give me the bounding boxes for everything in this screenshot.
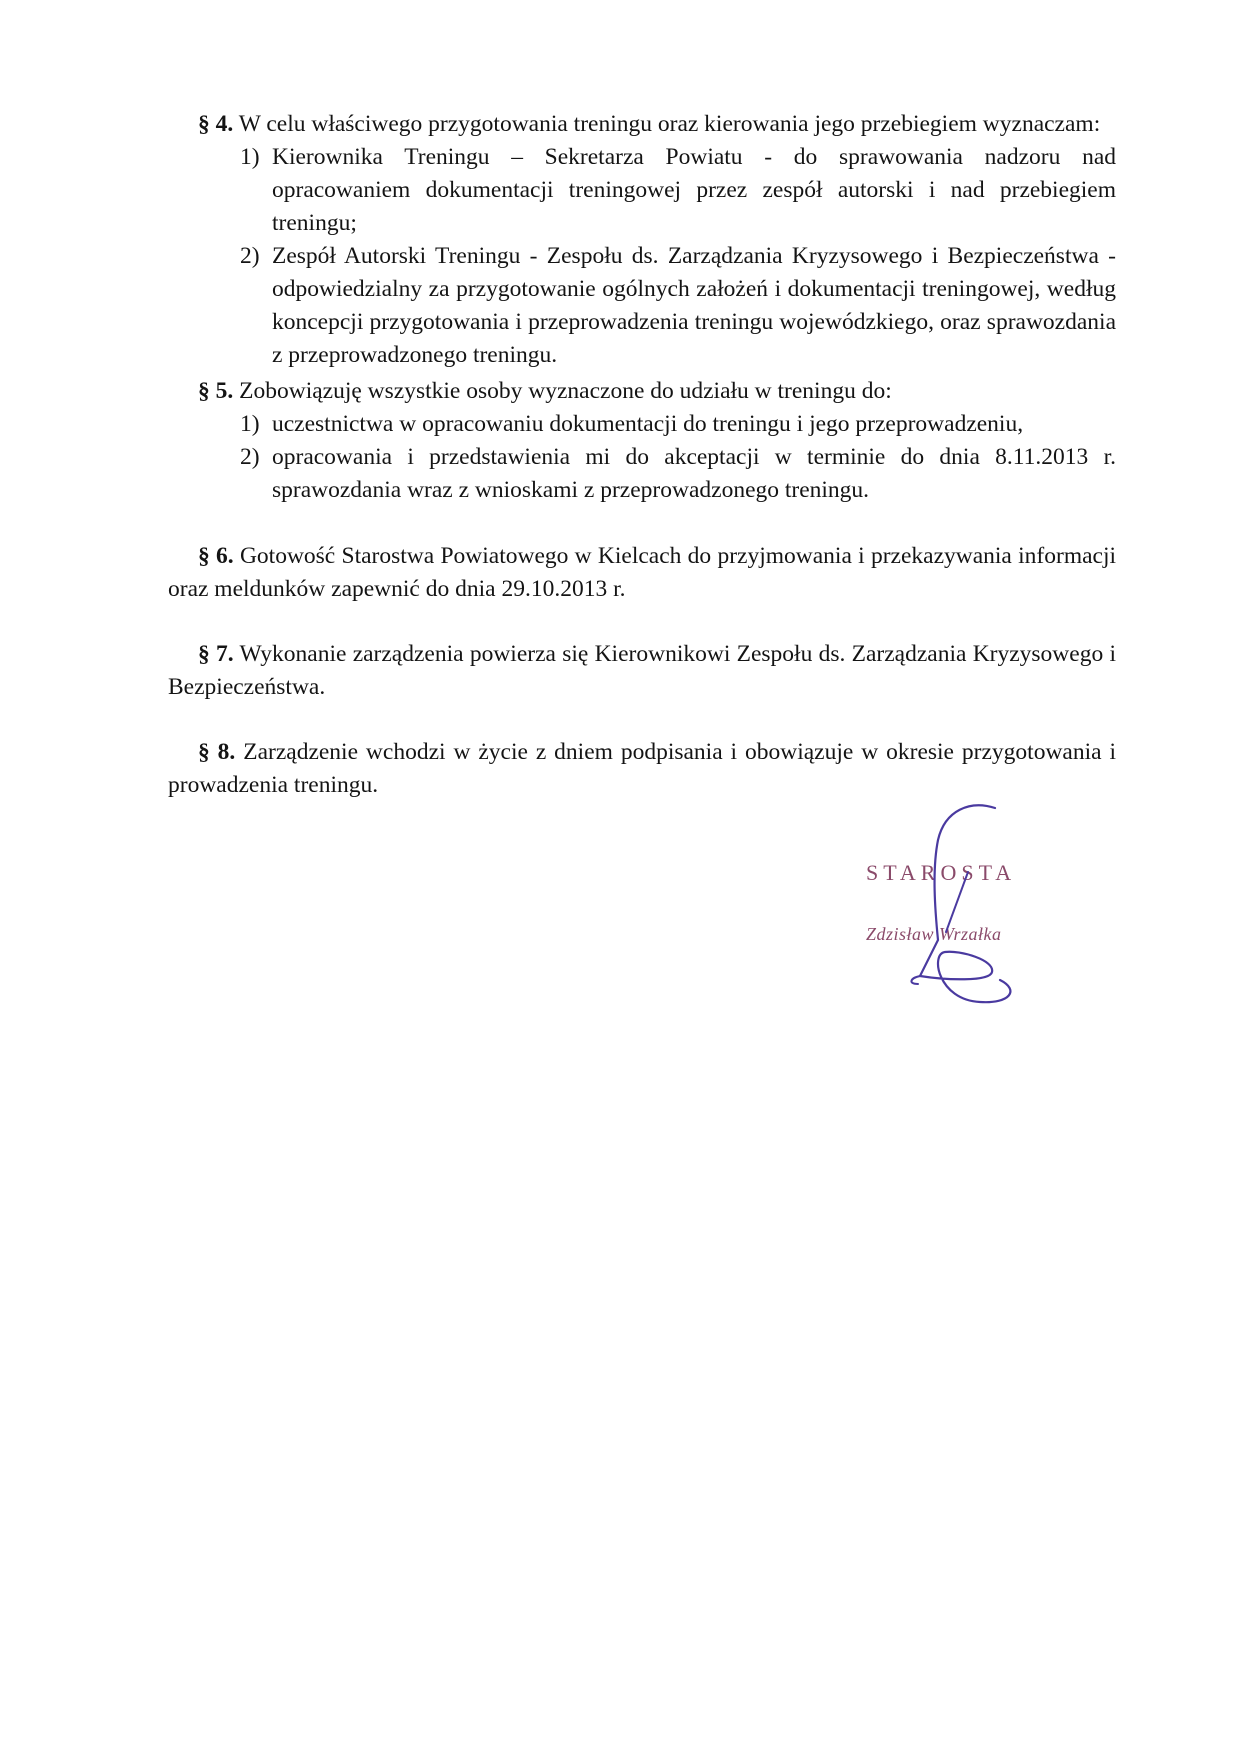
signature-stroke — [946, 872, 968, 932]
paragraph-8-mark: § 8. — [198, 739, 236, 765]
paragraph-5-mark: § 5. — [198, 378, 234, 404]
paragraph-4-mark: § 4. — [198, 111, 234, 137]
paragraph-4-intro — [168, 108, 1116, 141]
paragraph-6 — [168, 540, 1116, 606]
paragraph-7-text: Wykonanie zarządzenia powierza się Kierownikowi Zespołu ds. Zarządzania Kryzysowego i Bezpieczeństwa. — [168, 641, 1117, 700]
signature-stroke — [911, 976, 920, 984]
list-item — [168, 141, 1116, 240]
paragraph-5 — [168, 375, 1116, 507]
list-item — [168, 240, 1116, 372]
paragraph-7-mark: § 7. — [198, 641, 234, 667]
stamp-name: Zdzisław Wrzałka — [866, 924, 1002, 944]
list-item — [168, 441, 1116, 507]
paragraph-4-text: W celu właściwego przygotowania treningu oraz kierowania jego przebiegiem wyznaczam: — [238, 111, 1101, 137]
paragraph-6-text: Gotowość Starostwa Powiatowego w Kielcach do przyjmowania i przekazywania informacji oraz meldunków zapewnić do dnia 29.10.2013 r. — [168, 543, 1117, 602]
paragraph-4 — [168, 108, 1116, 372]
list-item-text: Kierownika Treningu – Sekretarza Powiatu - do sprawowania nadzoru nad opracowaniem dokumentacji treningowej przez zespół autorski i nad przebiegiem treningu; — [272, 144, 1116, 236]
paragraph-8 — [168, 736, 1116, 802]
list-item-text: Zespół Autorski Treningu - Zespołu ds. Zarządzania Kryzysowego i Bezpieczeństwa - odpowiedzialny za przygotowanie ogólnych założeń i dokumentacji treningowej, według koncepcji przygotowania i przeprowadzenia treningu wojewódzkiego, oraz sprawozdania z przeprowadzonego treningu. — [272, 243, 1116, 368]
paragraph-5-text: Zobowiązuję wszystkie osoby wyznaczone do udziału w treningu do: — [239, 378, 892, 404]
list-item-number: 2) — [240, 243, 260, 269]
paragraph-6-body — [168, 540, 1116, 606]
handwritten-signature — [850, 800, 1050, 1020]
paragraph-6-mark: § 6. — [198, 543, 234, 569]
list-item-number: 1) — [240, 411, 260, 437]
paragraph-7 — [168, 638, 1116, 704]
paragraph-8-text: Zarządzenie wchodzi w życie z dniem podpisania i obowiązuje w okresie przygotowania i prowadzenia treningu. — [168, 739, 1116, 798]
starosta-stamp — [850, 800, 1050, 1020]
list-item — [168, 408, 1116, 441]
list-item-text: uczestnictwa w opracowaniu dokumentacji do treningu i jego przeprowadzeniu, — [272, 411, 1024, 437]
stamp-title: STAROSTA — [866, 860, 1017, 885]
list-item-number: 2) — [240, 444, 260, 470]
list-item-number: 1) — [240, 144, 260, 170]
paragraph-4-list — [168, 141, 1116, 372]
paragraph-5-list — [168, 408, 1116, 507]
paragraph-5-intro — [168, 375, 1116, 408]
signature-stroke — [920, 805, 1010, 1002]
paragraph-7-body — [168, 638, 1116, 704]
paragraph-8-body — [168, 736, 1116, 802]
list-item-text: opracowania i przedstawienia mi do akceptacji w terminie do dnia 8.11.2013 r. sprawozdania wraz z wnioskami z przeprowadzonego treningu. — [272, 444, 1116, 503]
